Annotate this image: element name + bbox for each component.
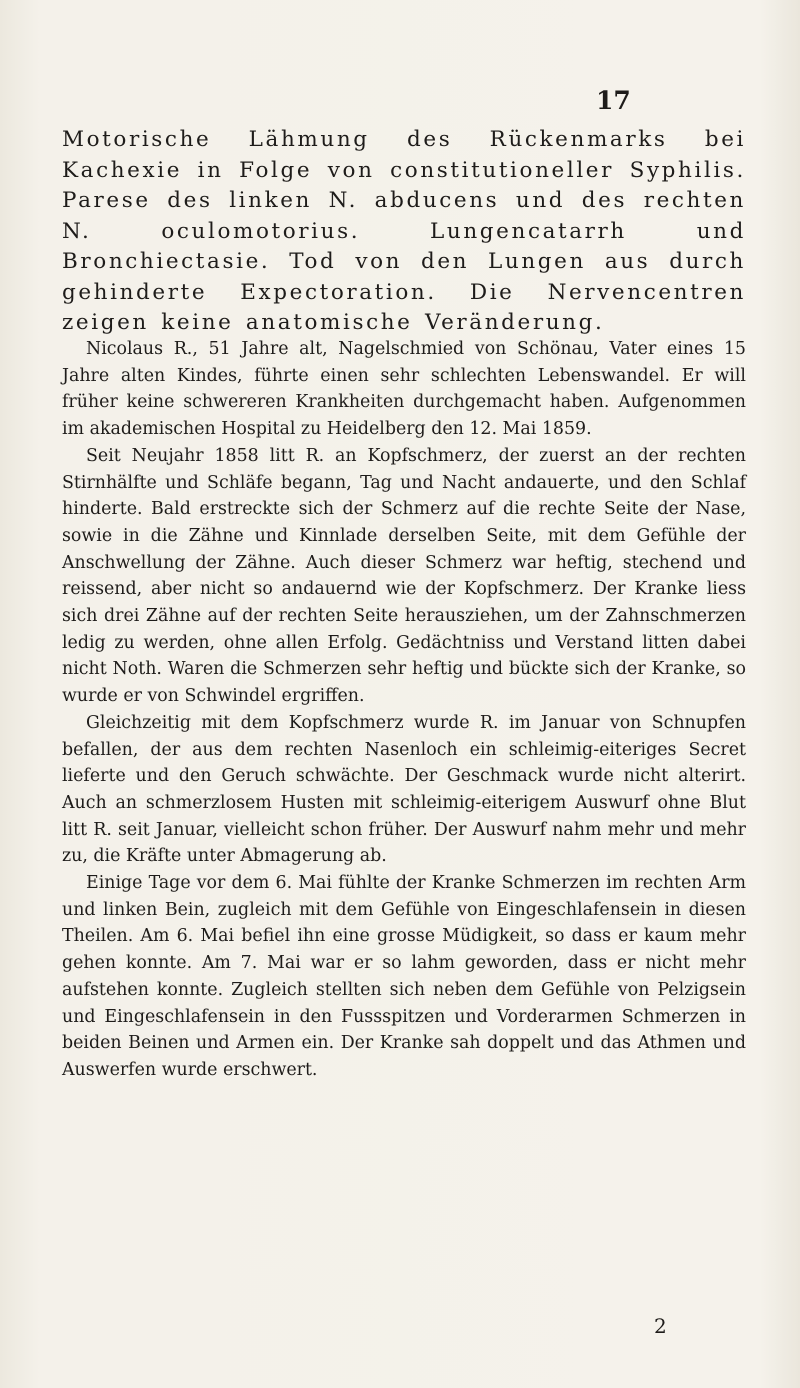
case-heading: Motorische Lähmung des Rückenmarks bei Kachexie in Folge von constitutioneller Syphilis. Parese des linken N. abducens und des rechten N. oculomotorius. Lungencatarrh und Bronchiectasie. Tod von den Lungen aus durch gehinderte Expectoration. Die Nervencentren zeigen keine anatomische Veränderung. <box>62 127 746 335</box>
signature-mark: 2 <box>654 1314 667 1338</box>
paragraph-catarrh: Gleichzeitig mit dem Kopfschmerz wurde R. im Januar von Schnupfen befallen, der aus dem rechten Nasenloch ein schleimig-eiteriges Secret lieferte und den Geruch schwächte. Der Geschmack wurde nicht alterirt. Auch an schmerzlosem Husten mit schleimig-eiterigem Auswurf ohne Blut litt R. seit Januar, vielleicht schon früher. Der Auswurf nahm mehr und mehr zu, die Kräfte unter Abmagerung ab. <box>62 712 746 867</box>
paragraph-paralysis-onset: Einige Tage vor dem 6. Mai fühlte der Kranke Schmerzen im rechten Arm und linken Bein, zugleich mit dem Gefühle von Eingeschlafensein in diesen Theilen. Am 6. Mai befiel ihn eine grosse Müdigkeit, so dass er kaum mehr gehen konnte. Am 7. Mai war er so lahm geworden, dass er nicht mehr aufstehen konnte. Zugleich stellten sich neben dem Gefühle von Pelzigsein und Eingeschlafensein in den Fussspitzen und Vorderarmen Schmerzen in beiden Beinen und Armen ein. Der Kranke sah doppelt und das Athmen und Auswerfen wurde erschwert. <box>62 873 746 1080</box>
paragraph-headache-history: Seit Neujahr 1858 litt R. an Kopfschmerz, der zuerst an der rechten Stirnhälfte und Schläfe begann, Tag und Nacht andauerte, und den Schlaf hinderte. Bald erstreckte sich der Schmerz auf die rechte Seite der Nase, sowie in die Zähne und Kinnlade derselben Seite, mit dem Gefühle der Anschwellung der Zähne. Auch dieser Schmerz war heftig, stechend und reissend, aber nicht so andauernd wie der Kopfschmerz. Der Kranke liess sich drei Zähne auf der rechten Seite herausziehen, um der Zahnschmerzen ledig zu werden, ohne allen Erfolg. Gedächtniss und Verstand litten dabei nicht Noth. Waren die Schmerzen sehr heftig und bückte sich der Kranke, so wurde er von Schwindel ergriffen. <box>62 445 746 707</box>
page-number: 17 <box>596 86 631 115</box>
paragraph-patient-intro: Nicolaus R., 51 Jahre alt, Nagelschmied von Schönau, Vater eines 15 Jahre alten Kindes, führte einen sehr schlechten Lebenswandel. Er will früher keine schwereren Krankheiten durchgemacht haben. Aufgenommen im akademischen Hospital zu Heidelberg den 12. Mai 1859. <box>62 339 746 440</box>
body-text <box>62 336 746 1084</box>
